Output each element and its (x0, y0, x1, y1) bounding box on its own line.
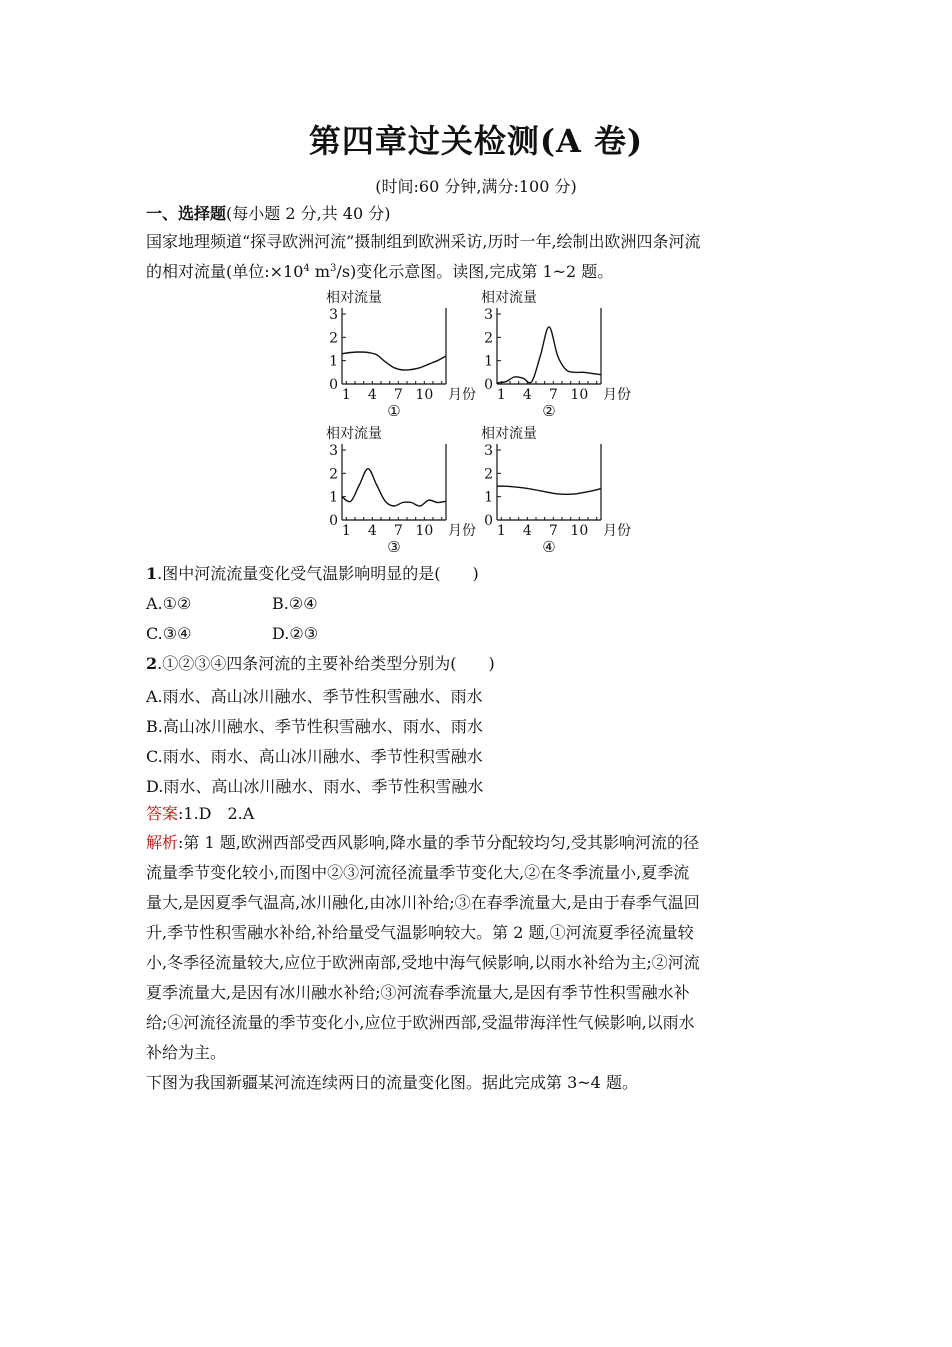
g2-ytick-label: 1 (484, 353, 493, 370)
g1-xtick-label: 10 (415, 387, 434, 403)
g4-xtick-label: 4 (522, 523, 532, 539)
analysis-line-5: 小,冬季径流量较大,应位于欧洲南部,受地中海气候影响,以雨水补给为主;②河流 (146, 953, 700, 972)
section-heading-label: 一、选择题 (146, 204, 227, 223)
g2-ytick-label: 0 (484, 377, 493, 393)
question-2 (146, 654, 816, 674)
g2-graph-label: ② (542, 402, 556, 420)
g3-xtick-label: 1 (341, 523, 351, 539)
g3-ylabel: 相对流量 (326, 426, 382, 442)
flow-graph-1 (320, 288, 480, 424)
g4-ytick-label: 2 (484, 466, 493, 483)
intro-sup-2: 3 (330, 263, 337, 274)
g1-ylabel: 相对流量 (326, 290, 382, 306)
flow-graph-1-svg (320, 288, 480, 420)
question-1 (146, 564, 816, 584)
g2-flow-line (497, 327, 601, 383)
question-2-number: 2 (146, 654, 158, 673)
g1-xtick-label: 1 (341, 387, 351, 403)
analysis-line-8: 补给为主。 (146, 1043, 227, 1062)
analysis-line-4: 升,季节性积雪融水补给,补给量受气温影响较大。第 2 题,①河流夏季径流量较 (146, 923, 694, 942)
question-1-number: 1 (146, 564, 158, 583)
q2-option-b[interactable]: B.高山冰川融水、季节性积雪融水、雨水、雨水 (146, 717, 483, 736)
g4-ytick-label: 0 (484, 513, 493, 529)
g4-ytick-label: 3 (484, 443, 493, 459)
intro-sup-1: 4 (303, 263, 310, 274)
q2-option-c[interactable]: C.雨水、雨水、高山冰川融水、季节性积雪融水 (146, 747, 483, 766)
g1-flow-line (342, 352, 446, 370)
q1-option-b[interactable]: B.②④ (272, 594, 318, 613)
g2-ylabel: 相对流量 (481, 290, 537, 306)
g2-xtick-label: 1 (496, 387, 506, 403)
g2-ytick-label: 2 (484, 330, 493, 347)
flow-graph-3-svg (320, 424, 480, 556)
g3-xtick-label: 4 (367, 523, 377, 539)
g3-ytick-label: 3 (329, 443, 338, 459)
g4-flow-line (497, 486, 601, 494)
g3-graph-label: ③ (387, 538, 401, 556)
g1-ytick-label: 1 (329, 353, 338, 370)
page-title: 第四章过关检测(A 卷) (308, 122, 644, 160)
g4-xtick-label: 1 (496, 523, 506, 539)
g1-xtick-label: 4 (367, 387, 377, 403)
g1-xtick-label: 7 (393, 387, 403, 403)
q1-option-c[interactable]: C.③④ (146, 624, 192, 643)
g3-ytick-label: 1 (329, 489, 338, 506)
g4-xtick-label: 10 (570, 523, 589, 539)
g3-ytick-label: 0 (329, 513, 338, 529)
g2-xlabel: 月份 (603, 387, 631, 403)
g3-flow-line (342, 469, 446, 506)
q2-option-d[interactable]: D.雨水、高山冰川融水、雨水、季节性积雪融水 (146, 777, 484, 796)
g3-xlabel: 月份 (448, 523, 476, 539)
exam-subtitle: (时间:60 分钟,满分:100 分) (375, 177, 577, 196)
q2-option-a[interactable]: A.雨水、高山冰川融水、季节性积雪融水、雨水 (146, 687, 483, 706)
g4-xtick-label: 7 (548, 523, 558, 539)
next-question-intro: 下图为我国新疆某河流连续两日的流量变化图。据此完成第 3~4 题。 (146, 1073, 638, 1092)
g4-ytick-label: 1 (484, 489, 493, 506)
g2-xtick-label: 4 (522, 387, 532, 403)
section-heading-note: (每小题 2 分,共 40 分) (226, 204, 391, 223)
g1-ytick-label: 0 (329, 377, 338, 393)
g4-graph-label: ④ (542, 538, 556, 556)
question-1-stem: .图中河流流量变化受气温影响明显的是( ) (157, 564, 479, 583)
q1-option-d[interactable]: D.②③ (272, 624, 319, 643)
g2-xtick-label: 7 (548, 387, 558, 403)
intro-line-2 (146, 262, 816, 282)
flow-graph-4-svg (475, 424, 635, 556)
analysis-line-7: 给;④河流径流量的季节变化小,应位于欧洲西部,受温带海洋性气候影响,以雨水 (146, 1013, 695, 1032)
analysis-text-1: :第 1 题,欧洲西部受西风影响,降水量的季节分配较均匀,受其影响河流的径 (178, 833, 700, 852)
g3-ytick-label: 2 (329, 466, 338, 483)
analysis-line-6: 夏季流量大,是因有冰川融水补给;③河流春季流量大,是因有季节性积雪融水补 (146, 983, 690, 1002)
answer-label: 答案 (146, 804, 179, 823)
g1-ytick-label: 3 (329, 307, 338, 323)
g1-graph-label: ① (387, 402, 401, 420)
g4-ylabel: 相对流量 (481, 426, 537, 442)
g3-xtick-label: 7 (393, 523, 403, 539)
analysis-line-3: 量大,是因夏季气温高,冰川融化,由冰川补给;③在春季流量大,是由于春季气温回 (146, 893, 700, 912)
q1-option-a[interactable]: A.①② (146, 594, 192, 613)
analysis-label: 解析 (146, 833, 179, 852)
g4-xlabel: 月份 (603, 523, 631, 539)
question-2-stem: .①②③④四条河流的主要补给类型分别为( ) (157, 654, 495, 673)
answer-line (146, 804, 816, 824)
flow-graph-3 (320, 424, 480, 560)
section-heading (146, 204, 816, 224)
analysis-line-1 (146, 833, 816, 853)
intro-text-a: 的相对流量(单位:×10 (146, 262, 304, 281)
flow-graph-2-svg (475, 288, 635, 420)
answer-text: :1.D 2.A (178, 804, 255, 823)
intro-text-c: /s)变化示意图。读图,完成第 1~2 题。 (336, 262, 614, 281)
intro-line-1: 国家地理频道“探寻欧洲河流”摄制组到欧洲采访,历时一年,绘制出欧洲四条河流 (146, 232, 701, 251)
flow-graph-2 (475, 288, 635, 424)
intro-text-b: m (309, 262, 331, 281)
g1-xlabel: 月份 (448, 387, 476, 403)
analysis-line-2: 流量季节变化较小,而图中②③河流径流量季节变化大,②在冬季流量小,夏季流 (146, 863, 690, 882)
g3-xtick-label: 10 (415, 523, 434, 539)
g1-ytick-label: 2 (329, 330, 338, 347)
g2-xtick-label: 10 (570, 387, 589, 403)
flow-graph-4 (475, 424, 635, 560)
g2-ytick-label: 3 (484, 307, 493, 323)
